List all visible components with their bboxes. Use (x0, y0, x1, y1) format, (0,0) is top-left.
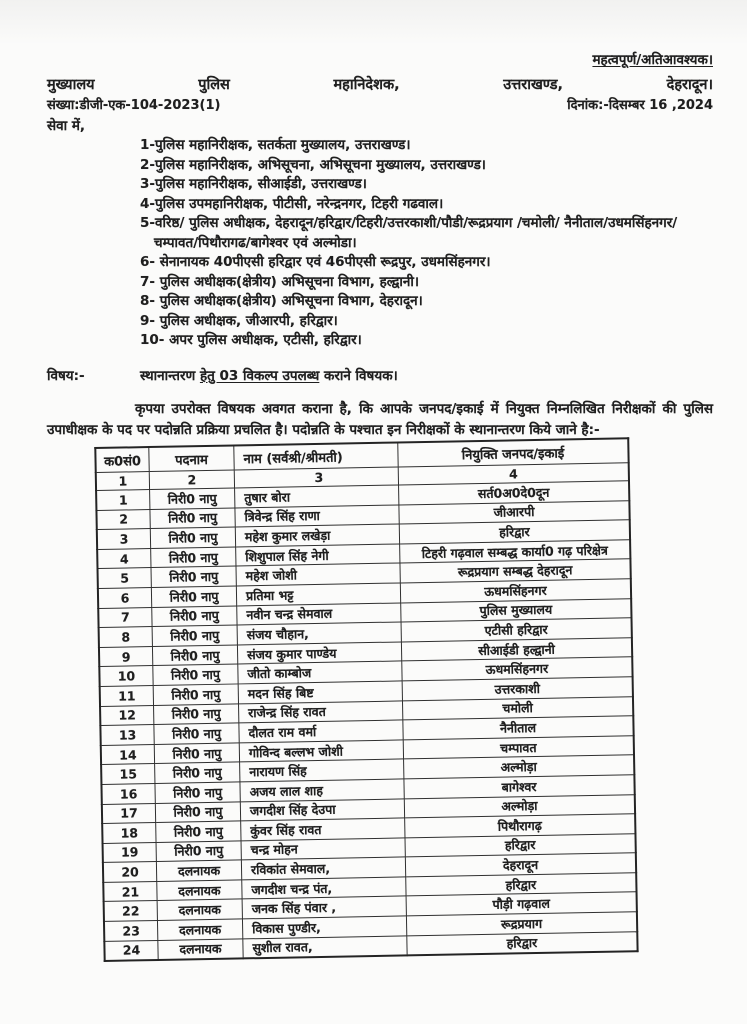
cell-serial: 3 (97, 528, 151, 549)
cell-posting: अल्मोड़ा (404, 794, 635, 818)
cell-serial: 23 (104, 920, 158, 941)
cell-posting: ऊधमसिंहनगर (400, 578, 631, 602)
cell-posting: टिहरी गढ़वाल सम्बद्ध कार्या0 गढ़ परिक्षेत्र (400, 539, 631, 563)
cell-post: निरी0 नापु (152, 625, 237, 646)
cell-serial: 18 (102, 822, 156, 843)
subject-underlined: हेतु 03 विकल्प उपलब्ध (199, 367, 320, 384)
recipient-line: 3-पुलिस महानिरीक्षक, सीआईडी, उत्तराखण्ड। (140, 176, 367, 192)
cell-post: निरी0 नापु (152, 605, 237, 626)
cell-post: दलनायक (157, 879, 242, 900)
subject-label: विषय:- (47, 367, 85, 384)
header-serial: क0सं0 (95, 447, 149, 472)
cell-posting: हरिद्वार (405, 833, 636, 857)
subject-row (47, 366, 713, 384)
cell-posting: ऊधमसिंहनगर (402, 657, 633, 681)
recipient-line: 4-पुलिस उपमहानिरीक्षक, पीटीसी, नरेन्द्रनगर, टिहरी गढवाल। (140, 195, 444, 212)
subject-text (140, 366, 398, 384)
cell-name: जीतो काम्बोज (238, 661, 402, 684)
cell-post: दलनायक (156, 860, 241, 881)
cell-serial: 7 (98, 607, 152, 628)
cell-post: निरी0 नापु (155, 762, 240, 783)
cell-serial: 22 (104, 900, 158, 921)
colnum-3: 3 (234, 466, 398, 487)
cell-serial: 20 (103, 861, 157, 882)
cell-name: विकास पुण्डीर, (242, 915, 406, 938)
cell-posting: चमोली (402, 696, 633, 720)
transfer-table-body (96, 480, 638, 960)
priority-tag (47, 50, 713, 68)
cell-serial: 6 (98, 587, 152, 608)
cell-post: निरी0 नापु (156, 821, 241, 842)
reference-line (47, 95, 713, 113)
cell-posting: एटीसी हरिद्वार (401, 617, 632, 641)
cell-name: तुषार बोरा (235, 484, 399, 507)
recipient-line: 6- सेनानायक 40पीएसी हरिद्वार एवं 46पीएसी रूद्रपुर, उधमसिंहनगर। (140, 254, 491, 270)
header-name: नाम (सर्वश्री/श्रीमती) (234, 442, 398, 470)
recipient-line: 10- अपर पुलिस अधीक्षक, एटीसी, हरिद्वार। (140, 332, 362, 348)
cell-serial: 9 (99, 646, 153, 667)
cell-name: चन्द्र मोहन (241, 837, 405, 860)
cell-post: निरी0 नापु (155, 781, 240, 802)
cell-name: कुंवर सिंह रावत (241, 818, 405, 841)
office-header-line (47, 74, 713, 94)
colnum-2: 2 (149, 469, 234, 489)
recipient-line: 7- पुलिस अधीक्षक(क्षेत्रीय) अभिसूचना विभाग, हल्द्वानी। (140, 273, 419, 290)
cell-serial: 24 (104, 940, 158, 961)
cell-name: दौलत राम वर्मा (239, 720, 403, 743)
cell-name: रविकांत सेमवाल, (241, 857, 405, 880)
cell-serial: 21 (103, 881, 157, 902)
cell-post: निरी0 नापु (153, 683, 238, 704)
cell-posting: हरिद्वार (399, 519, 630, 543)
cell-post: निरी0 नापु (150, 487, 235, 508)
cell-serial: 11 (100, 685, 154, 706)
cell-post: निरी0 नापु (150, 507, 235, 528)
cell-serial: 4 (97, 548, 151, 569)
recipient-line: 8- पुलिस अधीक्षक(क्षेत्रीय) अभिसूचना विभाग, देहरादून। (140, 293, 423, 309)
priority-tag-text: महत्वपूर्ण/अतिआवश्यक। (592, 52, 713, 68)
transfer-table-wrap (94, 437, 638, 962)
cell-name: गोविन्द बल्लभ जोशी (239, 739, 403, 762)
cell-name: महेश कुमार लखेड़ा (235, 524, 399, 547)
cell-posting: पिथौरागढ़ (405, 813, 636, 837)
cell-name: संजय कुमार पाण्डेय (237, 641, 401, 664)
cell-post: निरी0 नापु (154, 742, 239, 763)
cell-posting: रूद्रप्रयाग (406, 911, 637, 935)
cell-posting: हरिद्वार (407, 931, 638, 955)
office-word-police: पुलिस (198, 77, 230, 93)
cell-posting: सर्त0अ0दे0दून (399, 480, 630, 504)
cell-posting: उत्तरकाशी (402, 676, 633, 700)
cell-serial: 10 (99, 665, 153, 686)
body-paragraph: कृपया उपरोक्त विषयक अवगत कराना है, कि आपके जनपद/इकाई में नियुक्त निम्नलिखित निरीक्षकों की पुलिस उपाधीक्षक के पद पर पदोन्नति प्रक्रिया प्रचलित है। पदोन्नति के पश्चात इन निरीक्षकों के स्थानान्तरण किये जाने है:- (47, 400, 713, 438)
recipient-line: 9- पुलिस अधीक्षक, जीआरपी, हरिद्वार। (140, 312, 338, 329)
cell-name: जगदीश सिंह देउपा (240, 798, 404, 821)
office-word-state: उत्तराखण्ड, (503, 77, 563, 93)
cell-posting: नैनीताल (403, 715, 634, 739)
cell-post: दलनायक (158, 938, 243, 960)
cell-name: प्रतिमा भट्ट (236, 582, 400, 605)
cell-name: संजय चौहान, (237, 622, 401, 645)
cell-post: निरी0 नापु (155, 801, 240, 822)
cell-serial: 12 (100, 705, 154, 726)
cell-serial: 2 (96, 509, 150, 530)
cell-post: निरी0 नापु (153, 664, 238, 685)
cell-serial: 19 (103, 842, 157, 863)
cell-name: शिशुपाल सिंह नेगी (236, 543, 400, 566)
cell-name: जगदीश चन्द्र पंत, (242, 876, 406, 899)
colnum-4: 4 (398, 462, 629, 484)
cell-posting: रूद्रप्रयाग सम्बद्ध देहरादून (400, 559, 631, 583)
cell-serial: 17 (102, 802, 156, 823)
subject-pre: स्थानान्तरण (140, 367, 200, 384)
recipient-line: 5-वरिष्ठ/ पुलिस अधीक्षक, देहरादून/हरिद्वार/टिहरी/उत्तरकाशी/पौडी/रूद्रप्रयाग /चमोली/ नैनीताल/उधमसिंहनगर/चम्पावत/पिथौरागढ/बागेश्वर एवं अल्मोडा। (140, 215, 678, 251)
cell-posting: जीआरपी (399, 500, 630, 524)
cell-name: अजय लाल शाह (240, 778, 404, 801)
cell-posting: चम्पावत (403, 735, 634, 759)
office-word-dg: महानिदेशक, (333, 77, 400, 93)
colnum-1: 1 (96, 471, 150, 490)
recipient-line: 2-पुलिस महानिरीक्षक, अभिसूचना, अभिसूचना मुख्यालय, उत्तराखण्ड। (140, 156, 486, 173)
cell-posting: बागेश्वर (404, 774, 635, 798)
cell-name: राजेन्द्र सिंह रावत (239, 700, 403, 723)
header-post: पदनाम (149, 445, 234, 471)
reference-number: संख्या:डीजी-एक-104-2023(1) (47, 98, 221, 113)
cell-posting: पुलिस मुख्यालय (401, 598, 632, 622)
cell-serial: 1 (96, 489, 150, 510)
cell-serial: 13 (100, 724, 154, 745)
cell-posting: पौड़ी गढ़वाल (406, 892, 637, 916)
cell-posting: अल्मोड़ा (404, 755, 635, 779)
salutation: सेवा में, (47, 118, 86, 134)
cell-post: निरी0 नापु (151, 585, 236, 606)
office-word-mukhyalaya: मुख्यालय (47, 77, 95, 93)
office-word-city: देहरादून। (666, 77, 713, 93)
transfer-table (94, 437, 638, 962)
cell-serial: 5 (98, 567, 152, 588)
cell-post: निरी0 नापु (156, 840, 241, 861)
header-posting: नियुक्ति जनपद/इकाई (398, 438, 629, 467)
cell-serial: 14 (101, 744, 155, 765)
cell-post: निरी0 नापु (154, 703, 239, 724)
cell-post: निरी0 नापु (150, 527, 235, 548)
cell-serial: 16 (101, 783, 155, 804)
cell-name: नारायण सिंह (240, 759, 404, 782)
cell-name: जनक सिंह पंवार , (242, 896, 406, 919)
cell-post: दलनायक (157, 899, 242, 920)
recipients-list (140, 136, 685, 351)
cell-serial: 15 (101, 763, 155, 784)
cell-post: निरी0 नापु (154, 723, 239, 744)
document-date: दिनांक:-दिसम्बर 16 ,2024 (567, 98, 713, 113)
cell-post: निरी0 नापु (152, 644, 237, 665)
cell-name: त्रिवेन्द्र सिंह राणा (235, 504, 399, 527)
cell-name: मदन सिंह बिष्ट (238, 680, 402, 703)
cell-name: नवीन चन्द्र सेमवाल (237, 602, 401, 625)
recipient-line: 1-पुलिस महानिरीक्षक, सतर्कता मुख्यालय, उत्तराखण्ड। (140, 137, 411, 153)
cell-name: महेश जोशी (236, 563, 400, 586)
cell-posting: सीआईडी हल्द्वानी (401, 637, 632, 661)
cell-post: निरी0 नापु (151, 566, 236, 587)
cell-serial: 8 (99, 626, 153, 647)
cell-name: सुशील रावत, (243, 935, 407, 958)
cell-post: दलनायक (157, 918, 242, 939)
cell-posting: देहरादून (405, 852, 636, 876)
cell-posting: हरिद्वार (406, 872, 637, 896)
cell-post: निरी0 नापु (151, 546, 236, 567)
subject-post: कराने विषयक। (319, 367, 398, 384)
